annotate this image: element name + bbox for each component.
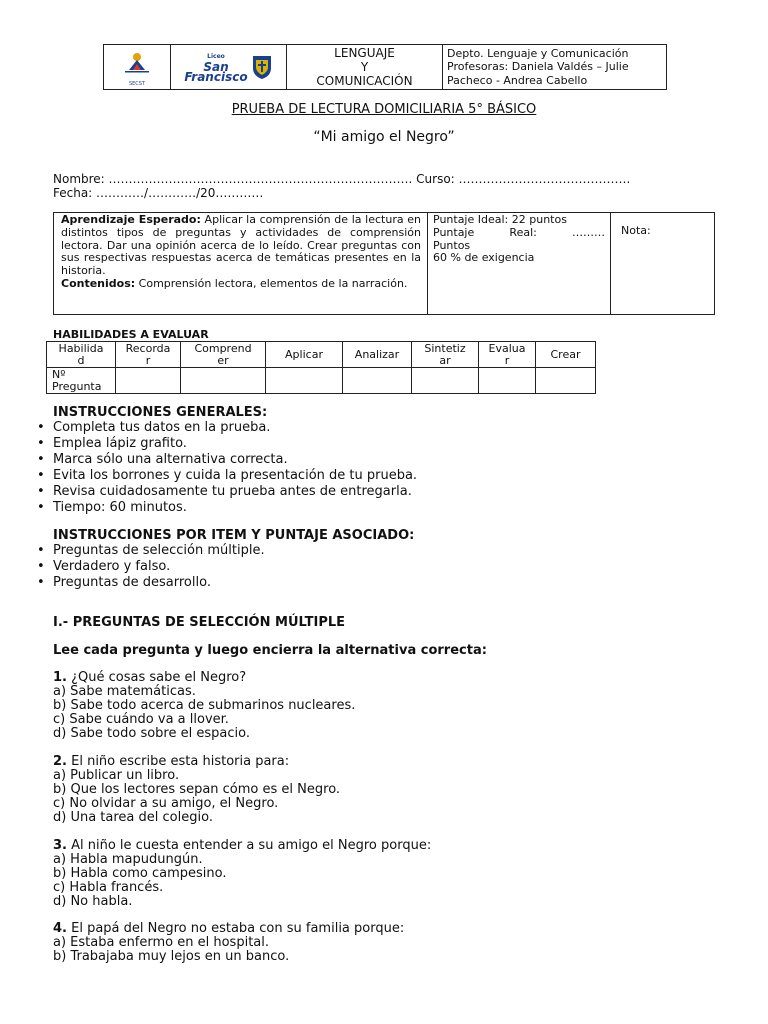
nombre-curso-line: Nombre: …………………………………………………………………. Curso: ……………………………………. bbox=[53, 172, 631, 186]
option[interactable]: a) Estaba enfermo en el hospital. bbox=[53, 935, 269, 950]
option[interactable]: a) Habla mapudungún. bbox=[53, 852, 203, 867]
question-4 bbox=[53, 922, 404, 964]
instrucciones-item-list bbox=[35, 543, 265, 591]
habilidades-table bbox=[46, 341, 596, 394]
dept-line3: Pacheco - Andrea Cabello bbox=[447, 73, 588, 87]
hab-cell[interactable] bbox=[479, 368, 536, 394]
dept-line2: Profesoras: Daniela Valdés – Julie bbox=[447, 60, 629, 74]
list-item: • Verdadero y falso. bbox=[35, 559, 265, 575]
question-text: El niño escribe esta historia para: bbox=[66, 754, 290, 769]
hab-header: Sintetiz ar bbox=[412, 342, 479, 368]
hab-row-label: Nº Pregunta bbox=[47, 368, 116, 394]
department-cell bbox=[443, 45, 667, 90]
list-item: • Emplea lápiz grafito. bbox=[35, 436, 417, 452]
secst-logo-icon bbox=[117, 48, 157, 82]
habilidades-header-row bbox=[47, 342, 596, 368]
ae-label: Aprendizaje Esperado: bbox=[61, 213, 201, 226]
habilidades-title: HABILIDADES A EVALUAR bbox=[53, 328, 209, 341]
option[interactable]: a) Sabe matemáticas. bbox=[53, 684, 196, 699]
nota-label: Nota: bbox=[621, 224, 651, 237]
hab-header: Crear bbox=[536, 342, 596, 368]
option[interactable]: c) No olvidar a su amigo, el Negro. bbox=[53, 796, 279, 811]
question-text: Al niño le cuesta entender a su amigo el Negro porque: bbox=[66, 838, 432, 853]
option[interactable]: b) Trabajaba muy lejos en un banco. bbox=[53, 949, 290, 964]
option[interactable]: b) Que los lectores sepan cómo es el Negro. bbox=[53, 782, 341, 797]
question-text: El papá del Negro no estaba con su familia porque: bbox=[66, 921, 405, 936]
habilidades-answer-row bbox=[47, 368, 596, 394]
question-3 bbox=[53, 839, 431, 909]
option[interactable]: b) Habla como campesino. bbox=[53, 866, 227, 881]
question-text: ¿Qué cosas sabe el Negro? bbox=[66, 670, 247, 685]
logo-liceo-san-francisco bbox=[171, 45, 287, 90]
hab-cell[interactable] bbox=[116, 368, 181, 394]
instrucciones-generales-list bbox=[35, 420, 417, 516]
learning-box bbox=[53, 212, 715, 315]
puntaje-real-row bbox=[433, 227, 605, 240]
puntos-label: Puntos bbox=[433, 238, 471, 252]
subject-line3: COMUNICACIÓN bbox=[316, 74, 413, 88]
list-item: • Completa tus datos en la prueba. bbox=[35, 420, 417, 436]
hab-cell[interactable] bbox=[181, 368, 266, 394]
option[interactable]: d) No habla. bbox=[53, 894, 133, 909]
page-title: PRUEBA DE LECTURA DOMICILIARIA 5° BÁSICO bbox=[231, 102, 537, 117]
header-table bbox=[103, 44, 667, 90]
hab-header: Comprend er bbox=[181, 342, 266, 368]
contenidos-label: Contenidos: bbox=[61, 276, 136, 290]
hab-cell[interactable] bbox=[412, 368, 479, 394]
hab-cell[interactable] bbox=[266, 368, 343, 394]
subject-cell bbox=[287, 45, 443, 90]
hab-header: Habilida d bbox=[47, 342, 116, 368]
fecha-line: Fecha: …………/…………/20………… bbox=[53, 186, 264, 200]
question-2 bbox=[53, 755, 340, 825]
ae-text: Aplicar la comprensión de la lectura en distintos tipos de preguntas y actividades de comprensión lectora. Dar una opinión acerca de lo leído. Crear preguntas con sus respectivas respuestas acerca de temáticas presentes en la historia. bbox=[61, 213, 421, 278]
option[interactable]: b) Sabe todo acerca de submarinos nucleares. bbox=[53, 698, 356, 713]
question-number: 3. bbox=[53, 838, 67, 853]
list-item: • Revisa cuidadosamente tu prueba antes de entregarla. bbox=[35, 484, 417, 500]
logo-secst-text: SECST bbox=[128, 80, 146, 87]
list-item: • Preguntas de desarrollo. bbox=[35, 575, 265, 591]
puntaje-ideal: Puntaje Ideal: 22 puntos bbox=[433, 213, 567, 226]
option[interactable]: d) Una tarea del colegio. bbox=[53, 810, 213, 825]
page-subtitle: “Mi amigo el Negro” bbox=[313, 129, 455, 145]
dept-line1: Depto. Lenguaje y Comunicación bbox=[447, 46, 629, 60]
hab-cell[interactable] bbox=[343, 368, 412, 394]
list-item: • Preguntas de selección múltiple. bbox=[35, 543, 265, 559]
logo-san-label: San bbox=[203, 60, 229, 74]
shield-icon bbox=[251, 54, 273, 80]
subject-line2: Y bbox=[360, 60, 369, 74]
contenidos-text: Comprensión lectora, elementos de la narración. bbox=[135, 276, 408, 290]
logo-francisco-label: Francisco bbox=[184, 70, 248, 84]
puntaje-real-a: Puntaje bbox=[433, 225, 475, 239]
list-item: • Evita los borrones y cuida la presentación de tu prueba. bbox=[35, 468, 417, 484]
score-cell bbox=[428, 213, 611, 315]
list-item: • Marca sólo una alternativa correcta. bbox=[35, 452, 417, 468]
hab-header: Recorda r bbox=[116, 342, 181, 368]
list-item: • Tiempo: 60 minutos. bbox=[35, 500, 417, 516]
puntaje-real-b: Real: bbox=[509, 225, 537, 239]
section-1-title: I.- PREGUNTAS DE SELECCIÓN MÚLTIPLE bbox=[53, 615, 346, 630]
section-1-instruction: Lee cada pregunta y luego encierra la alternativa correcta: bbox=[53, 643, 487, 658]
logo-liceo-label: Liceo bbox=[207, 53, 225, 60]
question-1 bbox=[53, 671, 355, 741]
subject-line1: LENGUAJE bbox=[334, 46, 395, 60]
option[interactable]: a) Publicar un libro. bbox=[53, 768, 180, 783]
option[interactable]: c) Habla francés. bbox=[53, 880, 164, 895]
option[interactable]: d) Sabe todo sobre el espacio. bbox=[53, 726, 250, 741]
option[interactable]: c) Sabe cuándo va a llover. bbox=[53, 712, 229, 727]
instrucciones-generales-title: INSTRUCCIONES GENERALES: bbox=[53, 405, 268, 420]
learning-objectives-cell bbox=[54, 213, 428, 315]
question-number: 1. bbox=[53, 670, 67, 685]
question-number: 2. bbox=[53, 754, 67, 769]
hab-cell[interactable] bbox=[536, 368, 596, 394]
exigencia-label: 60 % de exigencia bbox=[433, 251, 535, 265]
question-number: 4. bbox=[53, 921, 67, 936]
logo-secst bbox=[104, 45, 171, 90]
hab-header: Aplicar bbox=[266, 342, 343, 368]
puntaje-real-c: ……… bbox=[572, 225, 605, 239]
hab-header: Analizar bbox=[343, 342, 412, 368]
instrucciones-item-title: INSTRUCCIONES POR ITEM Y PUNTAJE ASOCIADO: bbox=[53, 528, 415, 543]
nota-cell bbox=[611, 213, 715, 315]
hab-header: Evalua r bbox=[479, 342, 536, 368]
